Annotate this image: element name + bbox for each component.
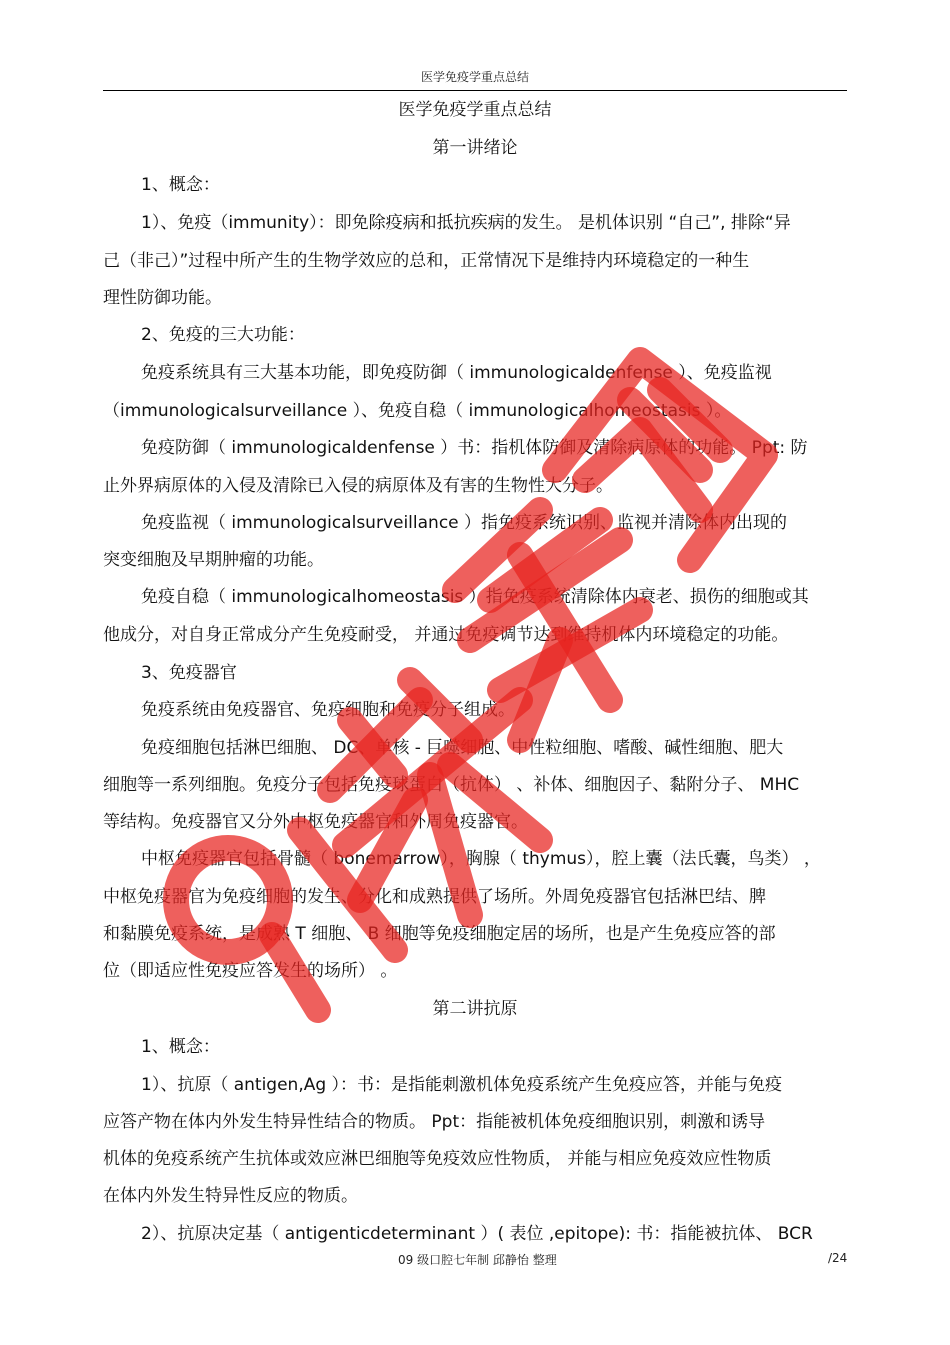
paragraph-line: 在体内外发生特异性反应的物质。 [103, 1186, 358, 1206]
paragraph-line: 2）、抗原决定基（ antigenticdeterminant ）( 表位 ,epitope): 书：指能被抗体、 BCR [141, 1224, 813, 1244]
paragraph-line: 细胞等一系列细胞。免疫分子包括免疫球蛋白（抗体） 、补体、细胞因子、黏附分子、 MHC [103, 775, 800, 795]
paragraph-line: 免疫系统具有三大基本功能，即免疫防御（ immunologicaldenfense ）、免疫监视 [141, 363, 772, 383]
paragraph-line: 免疫自稳（ immunologicalhomeostasis ）指免疫系统清除体内衰老、损伤的细胞或其 [141, 587, 809, 607]
paragraph-line: 1）、抗原（ antigen,Ag ）：书：是指能刺激机体免疫系统产生免疫应答，并能与免疫 [141, 1075, 783, 1095]
footer-credit: 09 级口腔七年制 邱静怡 整理 [398, 1253, 557, 1267]
paragraph-line: 3、免疫器官 [141, 663, 237, 683]
paragraph-line: 突变细胞及早期肿瘤的功能。 [103, 550, 324, 570]
paragraph-line: 免疫防御（ immunologicaldenfense ）书：指机体防御及清除病原体的功能。 Ppt: 防 [141, 438, 808, 458]
paragraph-line: 1、概念： [141, 175, 220, 195]
paragraph-line: 中枢免疫器官包括骨髓（ bonemarrow），胸腺（ thymus），腔上囊（法氏囊，鸟类） ， [141, 849, 821, 869]
paragraph-line: 和黏膜免疫系统，是成熟 T 细胞、 B 细胞等免疫细胞定居的场所，也是产生免疫应答的部 [103, 924, 776, 944]
lecture-heading: 第一讲绪论 [432, 138, 518, 158]
page-title: 医学免疫学重点总结 [398, 100, 552, 120]
paragraph-line: 1）、免疫（immunity）：即免除疫病和抵抗疾病的发生。 是机体识别 “自己”, 排除“异 [141, 213, 791, 233]
paragraph-line: 免疫系统由免疫器官、免疫细胞和免疫分子组成。 [141, 700, 515, 720]
paragraph-line: 位（即适应性免疫应答发生的场所） 。 [103, 961, 398, 981]
paragraph-line: （immunologicalsurveillance ）、免疫自稳（ immunologicalhomeostasis ）。 [103, 401, 732, 421]
lecture-heading: 第二讲抗原 [432, 999, 518, 1019]
running-header: 医学免疫学重点总结 [420, 70, 529, 84]
paragraph-line: 免疫细胞包括淋巴细胞、 DC、单核 - 巨噬细胞、中性粒细胞、嗜酸、碱性细胞、肥大 [141, 738, 784, 758]
paragraph-line: 止外界病原体的入侵及清除已入侵的病原体及有害的生物性大分子。 [103, 476, 613, 496]
paragraph-line: 1、概念： [141, 1037, 220, 1057]
paragraph-line: 机体的免疫系统产生抗体或效应淋巴细胞等免疫效应性物质， 并能与相应免疫效应性物质 [103, 1149, 772, 1169]
header-rule [103, 90, 847, 91]
paragraph-line: 理性防御功能。 [103, 288, 222, 308]
paragraph-line: 他成分，对自身正常成分产生免疫耐受， 并通过免疫调节达到维持机体内环境稳定的功能。 [103, 625, 789, 645]
paragraph-line: 免疫监视（ immunologicalsurveillance ）指免疫系统识别、监视并清除体内出现的 [141, 513, 788, 533]
paragraph-line: 等结构。免疫器官又分外中枢免疫器官和外周免疫器官。 [103, 812, 528, 832]
paragraph-line: 中枢免疫器官为免疫细胞的发生、分化和成熟提供了场所。外周免疫器官包括淋巴结、脾 [103, 887, 766, 907]
paragraph-line: 应答产物在体内外发生特异性结合的物质。 Ppt：指能被机体免疫细胞识别，刺激和诱导 [103, 1112, 766, 1132]
paragraph-line: 己（非己）”过程中所产生的生物学效应的总和，正常情况下是维持内环境稳定的一种生 [103, 251, 750, 271]
page-number: /24 [828, 1251, 848, 1265]
paragraph-line: 2、免疫的三大功能： [141, 325, 305, 345]
